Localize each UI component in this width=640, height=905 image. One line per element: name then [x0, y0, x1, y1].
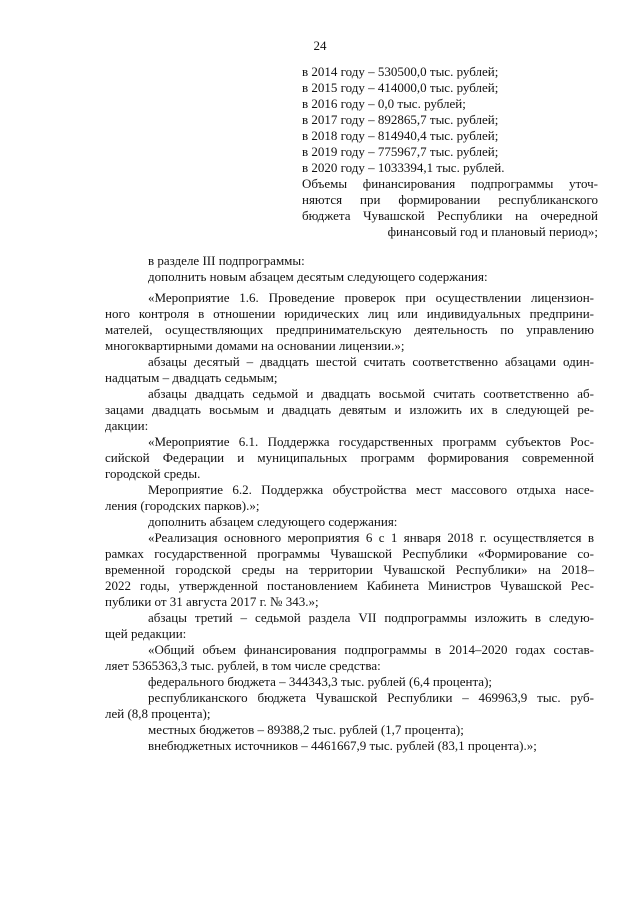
body-line: зацами двадцать восьмым и двадцать девятым и изложить их в следующей ре- [105, 402, 594, 417]
passport-line: в 2014 году – 530500,0 тыс. рублей; [302, 64, 499, 79]
body-line: Мероприятие 6.2. Поддержка обустройства мест массового отдыха насе- [148, 482, 594, 497]
body-line: «Мероприятие 6.1. Поддержка государственных программ субъектов Рос- [148, 434, 594, 449]
body-line: «Мероприятие 1.6. Проведение проверок при осуществлении лицензион- [148, 290, 594, 305]
passport-line: в 2019 году – 775967,7 тыс. рублей; [302, 144, 499, 159]
body-line: временной городской среды на территории Чувашской Республики» на 2018– [105, 562, 594, 577]
body-line: мателей, осуществляющих предпринимательскую деятельность по управлению [105, 322, 594, 337]
passport-line: в 2017 году – 892865,7 тыс. рублей; [302, 112, 499, 127]
body-line: «Реализация основного мероприятия 6 с 1 января 2018 г. осуществляется в [148, 530, 594, 545]
passport-line: в 2018 году – 814940,4 тыс. рублей; [302, 128, 499, 143]
passport-line: в 2020 году – 1033394,1 тыс. рублей. [302, 160, 505, 175]
body-line: дополнить новым абзацем десятым следующего содержания: [148, 269, 488, 284]
passport-line: финансовый год и плановый период»; [387, 224, 598, 239]
body-line: ляет 5365363,3 тыс. рублей, в том числе средства: [105, 658, 381, 673]
body-line: ления (городских парков).»; [105, 498, 260, 513]
body-line: дакции: [105, 418, 149, 433]
body-line: публики от 31 августа 2017 г. № 343.»; [105, 594, 319, 609]
body-line: сийской Федерации и муниципальных программ формирования современной [105, 450, 594, 465]
body-line: ного контроля в отношении юридических лиц или индивидуальных предприни- [105, 306, 594, 321]
body-line: республиканского бюджета Чувашской Республики – 469963,9 тыс. руб- [148, 690, 594, 705]
body-line: многоквартирными домами на основании лицензии.»; [105, 338, 405, 353]
body-line: 2022 годы, утвержденной постановлением Кабинета Министров Чувашской Рес- [105, 578, 594, 593]
body-line: в разделе III подпрограммы: [148, 253, 305, 268]
body-line: щей редакции: [105, 626, 187, 641]
body-line: федерального бюджета – 344343,3 тыс. рублей (6,4 процента); [148, 674, 493, 689]
body-line: абзацы двадцать седьмой и двадцать восьмой считать соответственно аб- [148, 386, 594, 401]
passport-line: няются при формировании республиканского [302, 192, 598, 207]
body-line: рамках государственной программы Чувашской Республики «Формирование со- [105, 546, 594, 561]
body-line: абзацы третий – седьмой раздела VII подпрограммы изложить в следую- [148, 610, 594, 625]
passport-line: Объемы финансирования подпрограммы уточ- [302, 176, 598, 191]
body-line: надцатым – двадцать седьмым; [105, 370, 278, 385]
body-line: внебюджетных источников – 4461667,9 тыс. рублей (83,1 процента).»; [148, 738, 537, 753]
passport-line: в 2016 году – 0,0 тыс. рублей; [302, 96, 466, 111]
passport-line: в 2015 году – 414000,0 тыс. рублей; [302, 80, 499, 95]
body-line: местных бюджетов – 89388,2 тыс. рублей (1,7 процента); [148, 722, 464, 737]
body-line: абзацы десятый – двадцать шестой считать соответственно абзацами один- [148, 354, 594, 369]
body-line: лей (8,8 процента); [105, 706, 211, 721]
page-number: 24 [313, 38, 327, 53]
body-line: городской среды. [105, 466, 201, 481]
body-line: «Общий объем финансирования подпрограммы в 2014–2020 годах состав- [148, 642, 594, 657]
body-line: дополнить абзацем следующего содержания: [148, 514, 398, 529]
passport-line: бюджета Чувашской Республики на очередной [302, 208, 598, 223]
